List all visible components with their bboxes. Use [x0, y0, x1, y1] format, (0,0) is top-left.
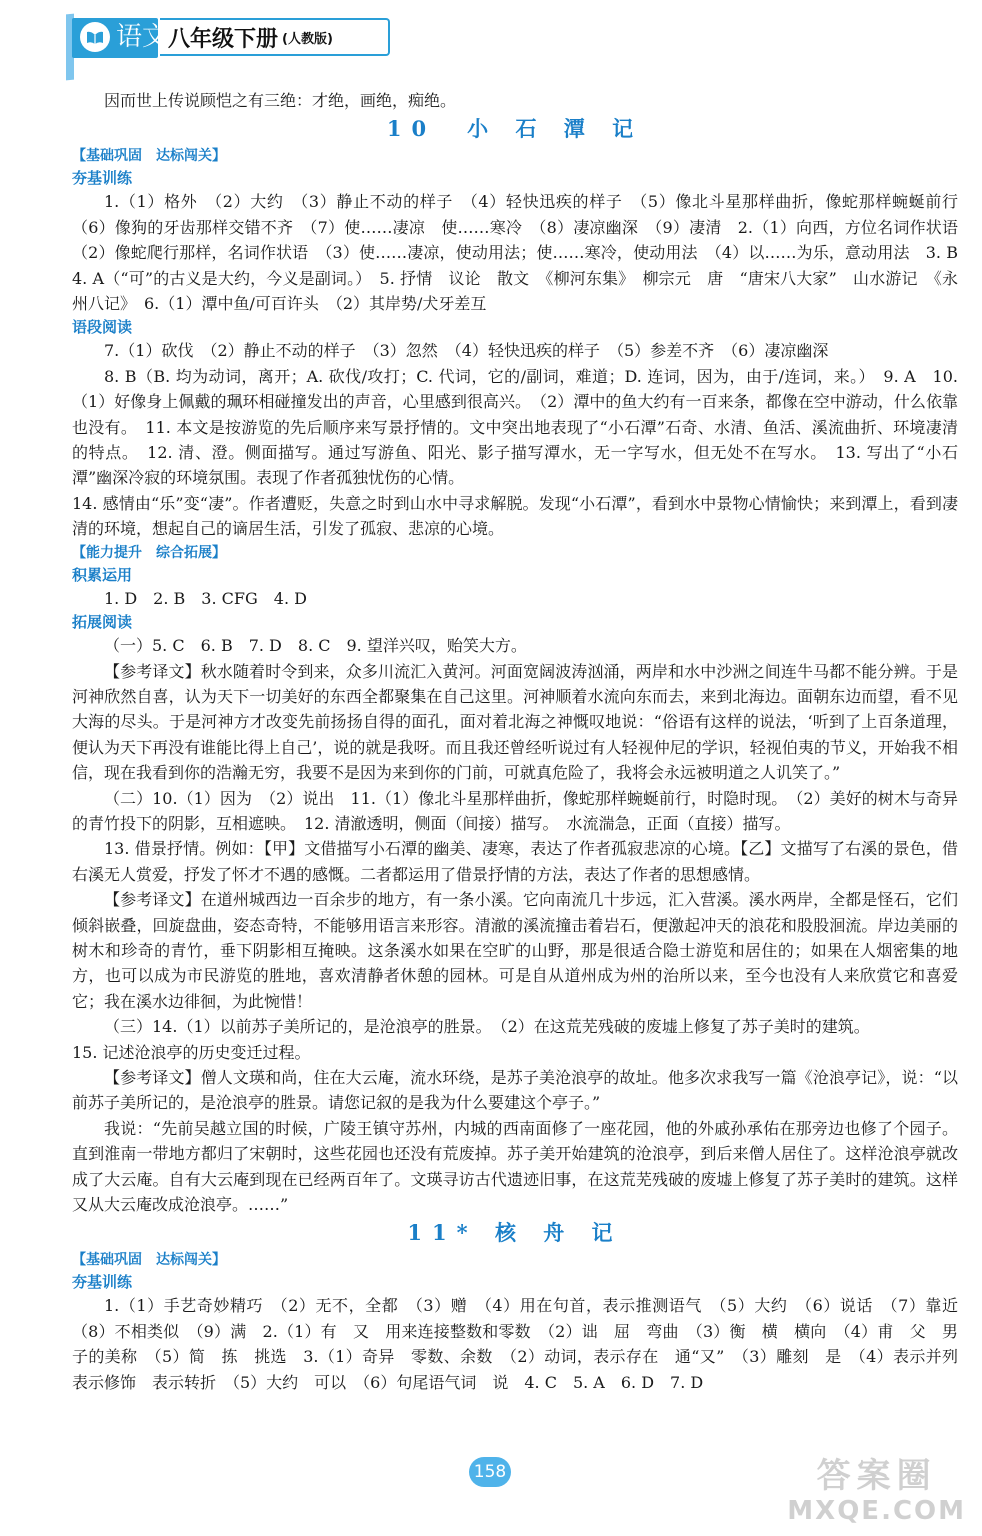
- ch10-extended-3-translation-2: 我说：“先前吴越立国的时候，广陵王镇守苏州，内城的西南面修了一座花园，他的外戚孙承佑在那旁边也修了个园子。直到淮南一带地方都归了宋朝时，这些花园也还没有荒废掉。苏子美开始建筑的沧浪亭，到后来僧人居住了。这样沧浪亭就改成了大云庵。自有大云庵到现在已经两百年了。文瑛寻访古代遗迹旧事，在这荒芜残破的废墟上修复了苏子美时的建筑。这样又从大云庵改成沧浪亭。……”: [72, 1118, 958, 1215]
- book-leaf-icon: [80, 22, 110, 52]
- answer-content: [72, 88, 975, 1395]
- subsection-tag-extended: 拓展阅读: [72, 613, 133, 632]
- ch10-extended-1: （一）5. C 6. B 7. D 8. C 9. 望洋兴叹，贻笑大方。: [104, 636, 527, 656]
- ch10-reading-answers-1: 7.（1）砍伐 （2）静止不动的样子 （3）忽然 （4）轻快迅疾的样子 （5）参差不齐 （6）凄凉幽深: [104, 341, 829, 361]
- ch10-reading-answers-3: 14. 感情由“乐”变“凄”。作者遭贬，失意之时到山水中寻求解脱。发现“小石潭”，看到水中景物心情愉快；来到潭上，看到凄清的环境，想起自己的谪居生活，引发了孤寂、悲凉的心境。: [72, 493, 958, 539]
- ch10-accumulation-answers: 1. D 2. B 3. CFG 4. D: [104, 588, 307, 608]
- ch11-section-tag-basic: 【基础巩固 达标闯关】: [72, 1252, 226, 1269]
- section-tag-advanced: 【能力提升 综合拓展】: [72, 544, 226, 561]
- watermark-text-bottom: MXQE.COM: [787, 1496, 966, 1526]
- book-title-box: [160, 18, 390, 56]
- ch10-reading-answers-2: 8. B（B. 均为动词，离开；A. 砍伐/攻打；C. 代词，它的/副词，难道；D. 连词，因为，由于/连词，来。） 9. A 10.（1）好像身上佩戴的珮环相碰撞发出的声音，心里感到很高兴。 （2）潭中的鱼大约有一百来条，都像在空中游动，什么依靠也没有。 11. 本文是按游览的先后顺序来写景抒情的。文中突出地表现了“小石潭”石奇、水清、鱼活、溪流曲折、环境凄清的特点。 12. 清、澄。侧面描写。通过写游鱼、阳光、影子描写潭水，无一字写水，但无处不在写水。 13. 写出了“小石潭”幽深冷寂的环境氛围。表现了作者孤独忧伤的心情。: [72, 366, 958, 488]
- chapter-10-title: 10 小 石 潭 记: [386, 116, 644, 142]
- page-number: 158: [469, 1457, 511, 1487]
- ch11-subsection-tag-training: 夯基训练: [72, 1273, 133, 1292]
- ch10-extended-1-translation: 【参考译文】秋水随着时令到来，众多川流汇入黄河。河面宽阔波涛汹涌，两岸和水中沙洲之间连牛马都不能分辨。于是河神欣然自喜，认为天下一切美好的东西全都聚集在自己这里。河神顺着水流向东而去，来到北海边。面朝东边而望，看不见大海的尽头。于是河神方才改变先前扬扬自得的面孔，面对着北海之神慨叹地说：“俗语有这样的说法，‘听到了上百条道理，便认为天下再没有谁能比得上自己’，说的就是我呀。而且我还曾经听说过有人轻视仲尼的学识，轻视伯夷的节义，开始我不相信，现在我看到你的浩瀚无穷，我要不是因为来到你的门前，可就真危险了，我将会永远被明道之人讥笑了。”: [72, 661, 958, 783]
- subsection-tag-accumulation: 积累运用: [72, 565, 133, 584]
- ch10-extended-2b: 13. 借景抒情。例如：【甲】文借描写小石潭的幽美、凄寒，表达了作者孤寂悲凉的心境。【乙】文描写了右溪的景色，借右溪无人赏爱，抒发了怀才不遇的感慨。二者都运用了借景抒情的方法，表达了作者的思想感情。: [72, 839, 958, 884]
- intro-line: 因而世上传说顾恺之有三绝：才绝，画绝，痴绝。: [104, 91, 457, 110]
- subsection-tag-reading: 语段阅读: [72, 318, 133, 337]
- ch10-basic-answers: 1.（1）格外 （2）大约 （3）静止不动的样子 （4）轻快迅疾的样子 （5）像北斗星那样曲折，像蛇那样蜿蜒前行 （6）像狗的牙齿那样交错不齐 （7）使……凄凉 使……寒冷 （8）凄凉幽深 （9）凄清 2.（1）向西，方位名词作状语 （2）像蛇爬行那样，名词作状语 （3）使……凄凉，使动用法；使……寒冷，使动用法 （4）以……为乐，意动用法 3. B 4. A（“可”的古义是大约，今义是副词。） 5. 抒情 议论 散文 《柳河东集》 柳宗元 唐 “唐宋八大家” 山水游记 《永州八记》 6.（1）潭中鱼/可百许头 （2）其岸势/犬牙差互: [72, 192, 975, 314]
- grade-title: 八年级下册: [168, 26, 279, 52]
- ch10-extended-2-translation: 【参考译文】在道州城西边一百余步的地方，有一条小溪。它向南流几十步远，汇入营溪。溪水两岸，全都是怪石，它们倾斜嵌叠，回旋盘曲，姿态奇特，不能够用语言来形容。清澈的溪流撞击着岩石，便激起冲天的浪花和股股洄流。岸边美丽的树木和珍奇的青竹，垂下阴影相互掩映。这条溪水如果在空旷的山野，那是很适合隐士游览和居住的；如果在人烟密集的地方，也可以成为市民游览的胜地，喜欢清静者休憩的园林。可是自从道州成为州的治所以来，至今也没有人来欣赏它和喜爱它；我在溪水边徘徊，为此惋惜！: [72, 890, 958, 1011]
- ch11-basic-answers: 1.（1）手艺奇妙精巧 （2）无不，全都 （3）赠 （4）用在句首，表示推测语气 （5）大约 （6）说话 （7）靠近 （8）不相类似 （9）满 2.（1）有 又 用来连接整数和零数 （2）诎 屈 弯曲 （3）衡 横 横向 （4）甫 父 男子的美称 （5）简 拣 挑选 3.（1）奇异 零数、余数 （2）动词，表示存在 通“又” （3）雕刻 是 （4）表示并列 表示修饰 表示转折 （5）大约 可以 （6）句尾语气词 说 4. C 5. A 6. D 7. D: [72, 1296, 975, 1392]
- section-tag-basic: 【基础巩固 达标闯关】: [72, 148, 226, 165]
- chapter-11-title: 11* 核 舟 记: [407, 1220, 623, 1246]
- subject-label: 语文: [116, 22, 169, 52]
- watermark-text-top: 答案圈: [816, 1456, 937, 1496]
- ch10-extended-3-translation-1: 【参考译文】僧人文瑛和尚，住在大云庵，流水环绕，是苏子美沧浪亭的故址。他多次求我写一篇《沧浪亭记》，说：“以前苏子美所记的，是沧浪亭的胜景。请您记叙的是我为什么要建这个亭子。”: [72, 1068, 958, 1113]
- watermark-logo: [787, 1456, 966, 1526]
- subsection-tag-training: 夯基训练: [72, 169, 133, 188]
- ch10-extended-3: （三）14.（1）以前苏子美所记的，是沧浪亭的胜景。 （2）在这荒芜残破的废墟上修复了苏子美时的建筑。: [104, 1017, 870, 1037]
- ch10-extended-3b: 15. 记述沧浪亭的历史变迁过程。: [72, 1042, 311, 1062]
- ch10-extended-2: （二）10.（1）因为 （2）说出 11.（1）像北斗星那样曲折，像蛇那样蜿蜒前行，时隐时现。 （2）美好的树木与奇异的青竹投下的阴影，互相遮映。 12. 清澈透明，侧面（间接）描写。 水流湍急，正面（直接）描写。: [72, 788, 958, 833]
- edition-label: (人教版): [282, 31, 333, 47]
